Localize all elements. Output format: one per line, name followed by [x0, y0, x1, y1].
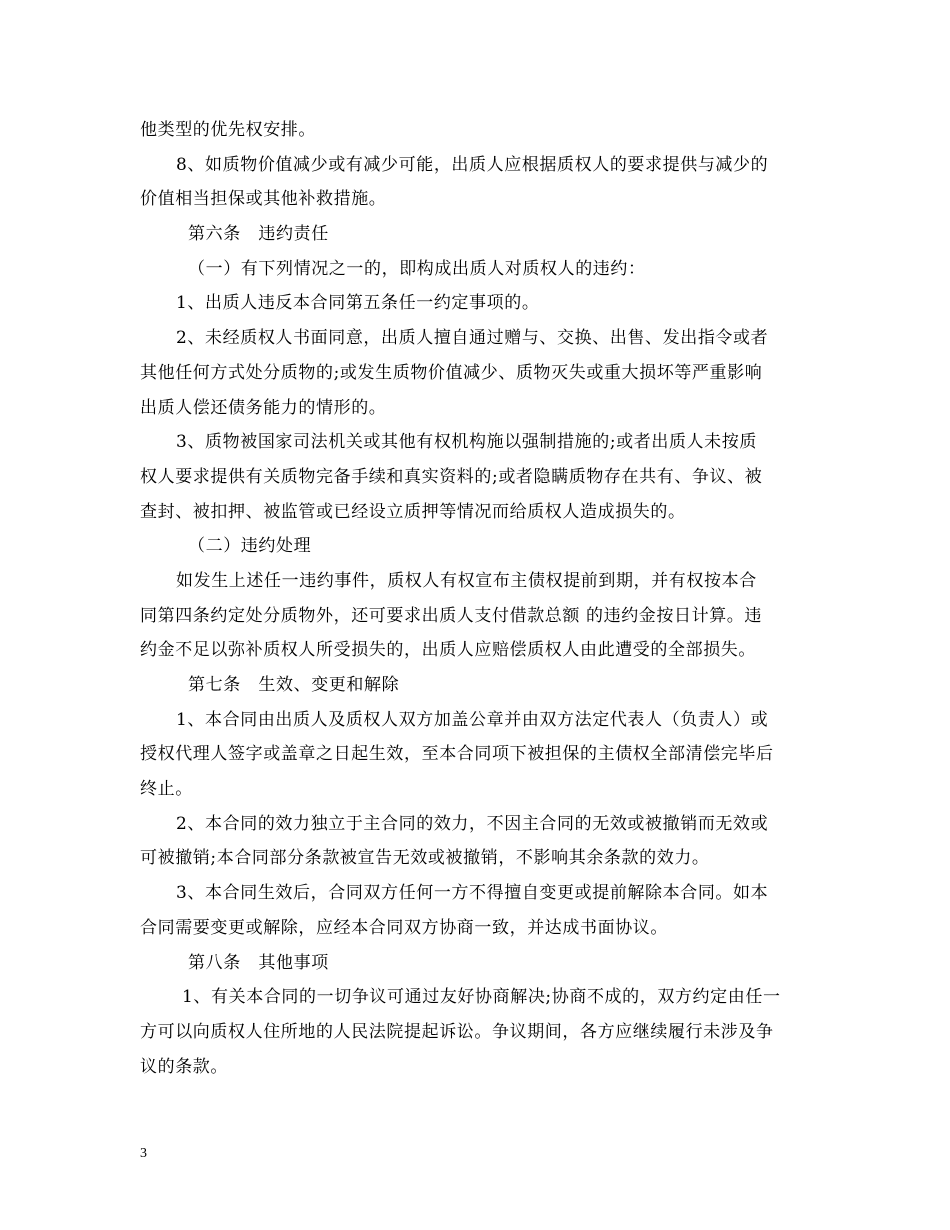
document-line: 约金不足以弥补质权人所受损失的，出质人应赔偿质权人由此遭受的全部损失。	[140, 640, 756, 661]
document-line: 方可以向质权人住所地的人民法院提起诉讼。争议期间，各方应继续履行未涉及争	[140, 1021, 774, 1042]
document-line: 2、本合同的效力独立于主合同的效力，不因主合同的无效或被撤销而无效或	[176, 813, 769, 834]
document-line: 其他任何方式处分质物的;或发生质物价值减少、质物灭失或重大损坏等严重影响	[140, 362, 763, 383]
document-line: 8、如质物价值减少或有减少可能，出质人应根据质权人的要求提供与减少的	[176, 154, 769, 175]
document-line: 权人要求提供有关质物完备手续和真实资料的;或者隐瞒质物存在共有、争议、被	[140, 466, 763, 487]
document-line: 3、本合同生效后，合同双方任何一方不得擅自变更或提前解除本合同。如本	[176, 883, 769, 904]
document-line: 3、质物被国家司法机关或其他有权机构施以强制措施的;或者出质人未按质	[176, 432, 757, 453]
document-line: 他类型的优先权安排。	[140, 120, 316, 140]
document-line: 2、未经质权人书面同意，出质人擅自通过赠与、交换、出售、发出指令或者	[176, 328, 769, 349]
document-line: 授权代理人签字或盖章之日起生效，至本合同项下被担保的主债权全部清偿完毕后	[140, 744, 774, 765]
document-line: 第七条 生效、变更和解除	[188, 675, 400, 695]
document-line: 终止。	[140, 779, 193, 800]
document-body	[140, 113, 812, 1084]
document-line: （一）有下列情况之一的，即构成出质人对质权人的违约：	[188, 258, 646, 279]
document-line: 第八条 其他事项	[188, 952, 329, 973]
document-line: 如发生上述任一违约事件，质权人有权宣布主债权提前到期，并有权按本合	[176, 570, 757, 591]
document-line: 第六条 违约责任	[188, 224, 329, 245]
document-line: 价值相当担保或其他补救措施。	[140, 189, 387, 210]
document-line: 查封、被扣押、被监管或已经设立质押等情况而给质权人造成损失的。	[140, 501, 686, 522]
document-line: 同第四条约定处分质物外，还可要求出质人支付借款总额 的违约金按日计算。违	[140, 605, 763, 626]
document-line: 议的条款。	[140, 1056, 228, 1077]
document-line: （二）违约处理	[188, 536, 312, 557]
page-number: 3	[140, 1146, 147, 1161]
document-line: 1、出质人违反本合同第五条任一约定事项的。	[176, 293, 540, 314]
document-line: 可被撤销;本合同部分条款被宣告无效或被撤销，不影响其余条款的效力。	[140, 848, 710, 869]
document-line: 出质人偿还债务能力的情形的。	[140, 397, 387, 418]
document-line: 1、有关本合同的一切争议可通过友好协商解决;协商不成的，双方约定由任一	[182, 987, 781, 1008]
document-line: 1、本合同由出质人及质权人双方加盖公章并由双方法定代表人（负责人）或	[176, 709, 769, 730]
document-line: 合同需要变更或解除，应经本合同双方协商一致，并达成书面协议。	[140, 917, 668, 938]
